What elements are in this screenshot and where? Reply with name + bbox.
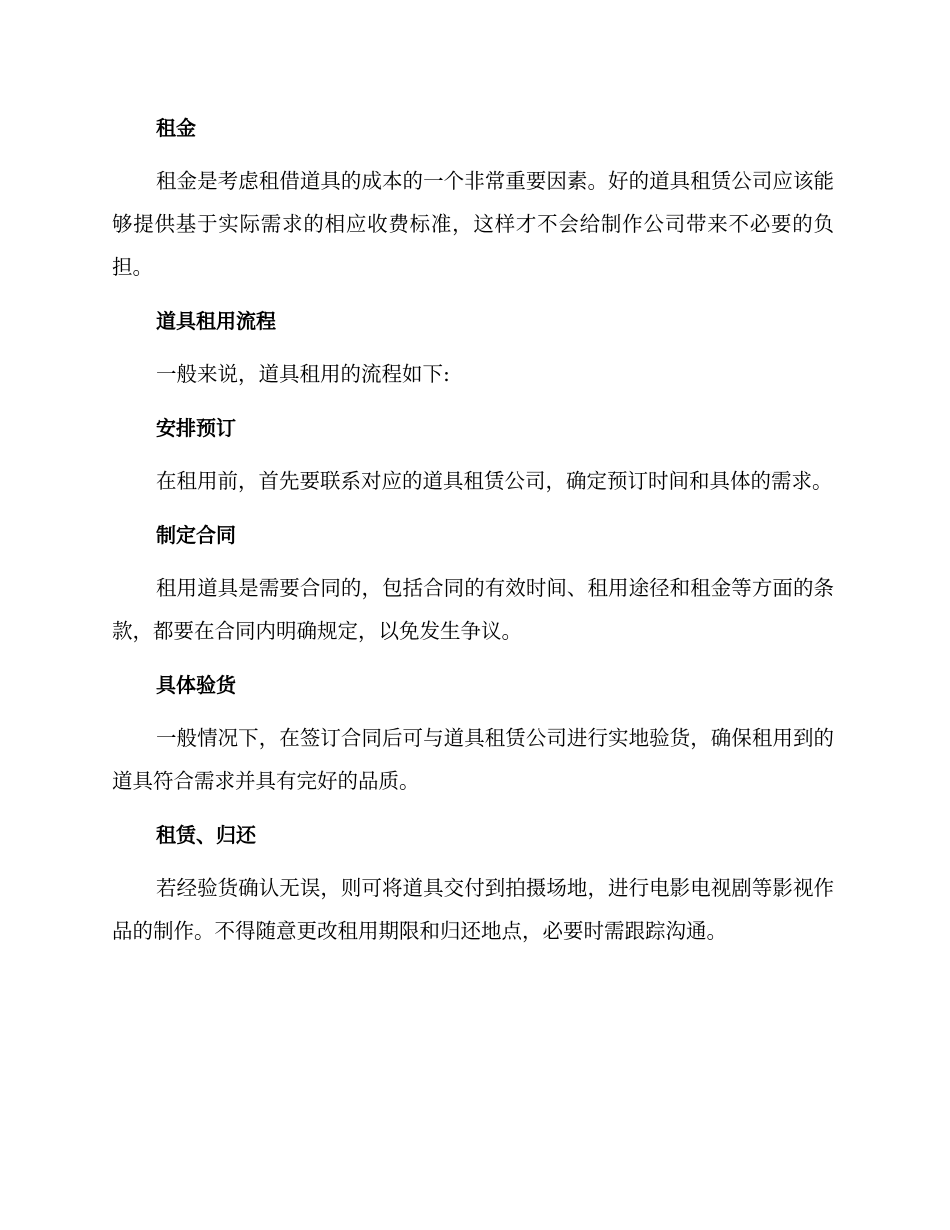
section-paragraph-inspection: 一般情况下，在签订合同后可与道具租赁公司进行实地验货，确保租用到的道具符合需求并具有完好的品质。	[112, 726, 834, 793]
section-heading-rent: 租金	[156, 116, 196, 140]
section-paragraph-rent: 租金是考虑租借道具的成本的一个非常重要因素。好的道具租赁公司应该能够提供基于实际需求的相应收费标准，这样才不会给制作公司带来不必要的负担。	[112, 169, 834, 279]
section-heading-rental-process: 道具租用流程	[156, 309, 276, 333]
section-paragraph-rental-process: 一般来说，道具租用的流程如下:	[156, 362, 450, 386]
section-paragraph-booking: 在租用前，首先要联系对应的道具租赁公司，确定预订时间和具体的需求。	[156, 469, 833, 493]
document-page	[112, 108, 834, 953]
section-heading-contract: 制定合同	[156, 523, 236, 547]
section-paragraph-contract: 租用道具是需要合同的，包括合同的有效时间、租用途径和租金等方面的条款，都要在合同内明确规定，以免发生争议。	[112, 576, 834, 643]
section-paragraph-lease-return: 若经验货确认无误，则可将道具交付到拍摄场地，进行电影电视剧等影视作品的制作。不得随意更改租用期限和归还地点，必要时需跟踪沟通。	[112, 876, 834, 943]
section-heading-lease-return: 租赁、归还	[156, 823, 256, 847]
section-heading-booking: 安排预订	[156, 416, 236, 440]
section-heading-inspection: 具体验货	[156, 673, 236, 697]
